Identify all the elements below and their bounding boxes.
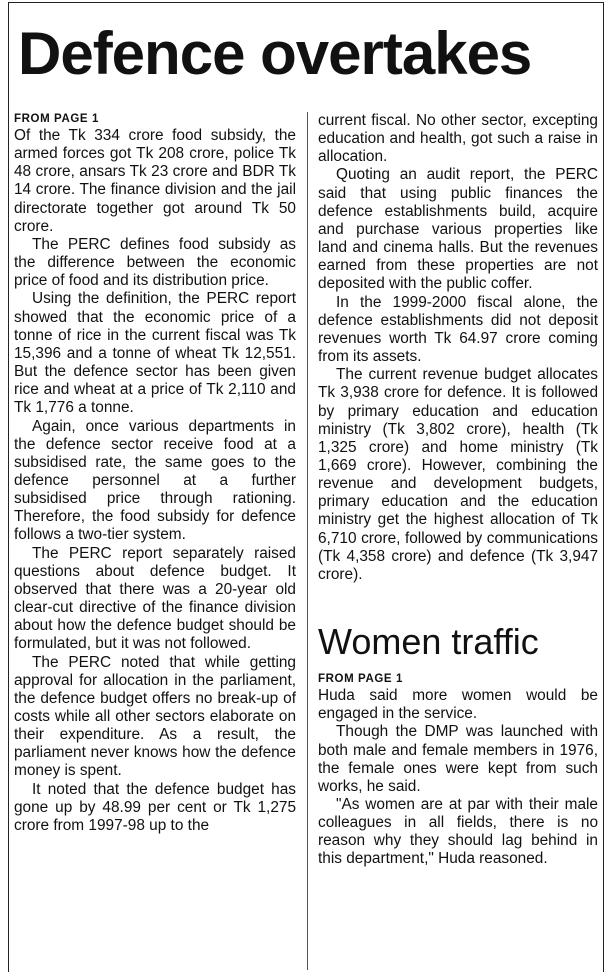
second-story-headline: Women traffic — [318, 621, 539, 663]
right-column — [318, 112, 598, 970]
continued-from-kicker: FROM PAGE 1 — [14, 113, 99, 125]
second-story-paragraph: Though the DMP was launched with both male and female members in 1976, the female ones were kept from such works, he said. — [318, 723, 598, 795]
article-paragraph: The PERC defines food subsidy as the difference between the economic price of food and its distribution price. — [14, 235, 296, 290]
article-paragraph: It noted that the defence budget has gone up by 48.99 per cent or Tk 1,275 crore from 1997-98 up to the — [14, 780, 296, 834]
article-paragraph: Quoting an audit report, the PERC said that using public finances the defence establishments build, acquire and purchase various properties like land and cinema halls. But the revenues earned from these properties are not deposited with the public coffer. — [318, 166, 598, 293]
second-story-paragraph: "As women are at par with their male colleagues in all fields, there is no reason why they should lag behind in this department," Huda reasoned. — [318, 796, 598, 868]
article-paragraph: Again, once various departments in the defence sector receive food at a subsidised rate, the same goes to the defence personnel at a further subsidised price through rationing. Therefore, the food subsidy for defence follows a two-tier system. — [14, 417, 296, 544]
article-paragraph: Of the Tk 334 crore food subsidy, the armed forces got Tk 208 crore, police Tk 48 crore, ansars Tk 23 crore and BDR Tk 14 crore. The finance division and the jail directorate together got around Tk 50 crore. — [14, 127, 296, 235]
main-headline: Defence overtakes — [18, 20, 532, 87]
column-divider — [307, 112, 308, 970]
article-paragraph: The PERC report separately raised questions about defence budget. It observed that there was a 20-year old clear-cut directive of the finance division about how the defence budget should be formulated, but it was not followed. — [14, 544, 296, 653]
article-paragraph: The PERC noted that while getting approval for allocation in the parliament, the defence budget offers no break-up of costs while all other sectors elaborate on their expenditure. As a result, the parliament never knows how the defence money is spent. — [14, 653, 296, 780]
article-paragraph: In the 1999-2000 fiscal alone, the defence establishments did not deposit revenues worth Tk 64.97 crore coming from its assets. — [318, 293, 598, 366]
left-column — [14, 112, 296, 970]
article-paragraph: The current revenue budget allocates Tk 3,938 crore for defence. It is followed by primary education and education ministry (Tk 3,802 crore), health (Tk 1,325 crore) and home ministry (Tk 1,669 crore). However, combining the revenue and development budgets, primary education and the education ministry get the highest allocation of Tk 6,710 crore, followed by communications (Tk 4,358 crore) and defence (Tk 3,947 crore). — [318, 366, 598, 583]
second-story-paragraph: Huda said more women would be engaged in the service. — [318, 687, 598, 723]
article-paragraph: Using the definition, the PERC report showed that the economic price of a tonne of rice in the current fiscal was Tk 15,396 and a tonne of wheat Tk 12,551. But the defence sector has been given rice and wheat at a price of Tk 2,110 and Tk 1,776 a tonne. — [14, 290, 296, 417]
article-paragraph: current fiscal. No other sector, excepting education and health, got such a raise in allocation. — [318, 112, 598, 166]
second-story-kicker: FROM PAGE 1 — [318, 673, 403, 686]
